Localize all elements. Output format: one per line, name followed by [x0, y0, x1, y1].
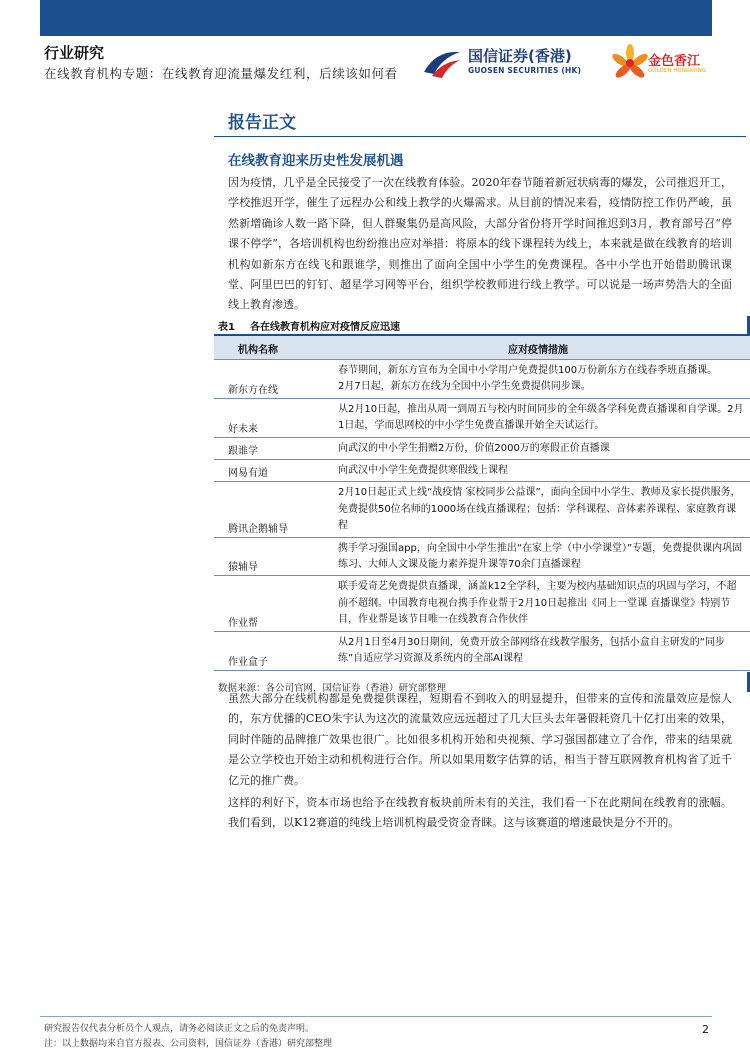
table-cell-measures [338, 438, 750, 459]
section-title: 报告正文 [228, 113, 296, 133]
table-header-measures: 应对疫情措施 [508, 345, 568, 356]
table-caption-number: 表1 [218, 322, 235, 333]
table-row [214, 360, 750, 399]
table-row [214, 632, 750, 671]
table-row [214, 576, 750, 631]
table-cell-measures [338, 576, 750, 630]
footer-divider [40, 1016, 712, 1017]
subsection-title: 在线教育迎来历史性发展机遇 [228, 153, 404, 169]
table-cell-org-name: 作业帮 [228, 617, 258, 629]
footer-note: 注：以上数据均来自官方报表、公司资料，国信证券（香港）研究部整理 [44, 1039, 333, 1049]
section-divider [214, 136, 746, 137]
table-cell-org-name: 跟谁学 [228, 446, 258, 458]
table-cell-measures [338, 482, 750, 536]
table-row [214, 482, 750, 537]
table-header-name: 机构名称 [238, 345, 278, 356]
table-row [214, 538, 750, 577]
table-cell-measure-line: 向武汉中小学生免费提供寒假线上课程 [338, 465, 508, 477]
table-cell-measure-line: 春节期间，新东方宣布为全国中小学用户免费提供100万份新东方在线春季班直播课。 [338, 365, 718, 376]
report-category: 行业研究 [44, 44, 105, 62]
table-cell-org-name: 猿辅导 [228, 562, 258, 574]
table-cell-org-name: 新东方在线 [228, 384, 278, 396]
body-paragraph-1: 因为疫情，几乎是全民接受了一次在线教育体验。2020年春节随着新冠状病毒的爆发，公司推迟开工，学校推迟开学，催生了远程办公和线上教学的火爆需求。从目前的情况来看，疫情防控工作仍严峻，虽然新增确诊人数一路下降，但人群聚集仍是高风险，大部分省份将开学时间推迟到3月，教育部号召“停课不停学”，各培训机构也纷纷推出应对举措：将原本的线下课程转为线上，本来就是做在线教育的培训机构如新东方在线飞和跟谁学，则推出了面向全国中小学生的免费课程。各中小学也开始借助腾讯课堂、阿里巴巴的钉钉、超星学习网等平台，组织学校教师进行线上教学。可以说是一场声势浩大的全面线上教育渗透。 [228, 176, 732, 312]
table-body [214, 360, 750, 671]
golden-hongkong-logo-en: GOLDEN HONGKONG [648, 68, 707, 74]
table-cell-measures [338, 399, 750, 437]
table-row [214, 399, 750, 438]
guosen-logo-cn: 国信证券(香港) [468, 47, 572, 65]
table-cell-measure-line: 2月10日起正式上线“战疫情 家校同步公益课”，面向全国中小学生、教师及家长提供服务，免费提供50位名师的1000场在线直播课程；包括：学科课程、音体素养课程、家庭教育课程 [338, 487, 741, 532]
page-number: 2 [702, 1023, 709, 1036]
table-cell-measures [338, 538, 750, 576]
table-cell-measure-line: 联手爱奇艺免费提供直播课，涵盖k12全学科，主要为校内基础知识点的巩固与学习，不超前不超纲。中国教育电视台携手作业帮于2月10日起推出《同上一堂课 直播课堂》特别节目，作业帮是该节目唯一在线教育合作伙伴 [338, 581, 737, 626]
table-caption [218, 318, 400, 333]
table-cell-measures [338, 360, 750, 398]
table-row [214, 460, 750, 482]
golden-hongkong-logo-cn: 金色香江 [648, 54, 701, 69]
table-caption-text: 各在线教育机构应对疫情反应迅速 [250, 322, 400, 333]
table-cell-measure-line: 向武汉的中小学生捐赠2万份，价值2000万的寒假正价直播课 [338, 442, 610, 454]
table-header [214, 336, 750, 360]
table-cell-measure-line: 携手学习强国app，向全国中小学生推出“在家上学（中小学课堂）”专题，免费提供课内巩固练习、大师人文课及能力素养提升课等70余门直播课程 [338, 542, 743, 571]
table-row [214, 438, 750, 460]
table-source: 数据来源：各公司官网，国信证券（香港）研究部整理 [218, 683, 447, 694]
table-cell-measure-line: 2月7日起，新东方在线为全国中小学生免费提供同步课。 [338, 381, 591, 393]
footer-disclaimer: 研究报告仅代表分析员个人观点，请务必阅读正文之后的免责声明。 [44, 1024, 315, 1034]
table-cell-org-name: 好未来 [228, 423, 258, 435]
golden-hongkong-logo-icon [610, 42, 650, 82]
guosen-logo [422, 44, 602, 82]
table-cell-measures [338, 460, 750, 481]
guosen-logo-icon [422, 46, 462, 80]
guosen-logo-en: GUOSEN SECURITIES (HK) [468, 66, 582, 75]
table-cell-measures [338, 632, 750, 670]
header-color-bar [40, 0, 712, 36]
table-cell-org-name: 网易有道 [228, 468, 268, 480]
body-paragraph-3: 这样的利好下，资本市场也给予在线教育板块前所未有的关注，我们看一下在此期间在线教育的涨幅。我们看到，以K12赛道的纯线上培训机构最受资金青睐。这与该赛道的增速最快是分不开的。 [228, 796, 732, 830]
golden-hongkong-logo [610, 42, 710, 84]
table-cell-org-name: 作业盒子 [228, 656, 268, 668]
table-cell-measure-line: 从2月10日起，推出从周一到周五与校内时间同步的全年级各学科免费直播课和自学课。2月1日起，学而思网校的中小学生免费直播课开始全天试运行。 [338, 403, 744, 432]
report-subtitle: 在线教育机构专题：在线教育迎流量爆发红利，后续该如何看 [44, 66, 398, 81]
table-cell-measure-line: 从2月1日至4月30日期间，免费开放全部网络在线教学服务，包括小盒自主研发的“同步练”自适应学习资源及系统内的全部AI课程 [338, 636, 725, 665]
body-paragraph-2: 虽然大部分在线机构都是免费提供课程，短期看不到收入的明显提升，但带来的宣传和流量效应是惊人的，东方优播的CEO朱宇认为这次的流量效应远远超过了几大巨头去年暑假耗资几十亿打出来的效果，同时伴随的品牌推广效果也很广。比如很多机构开始和央视频、学习强国都建立了合作，带来的结果就是公立学校也开始主动和机构进行合作。所以如果用数字估算的话，相当于替互联网教育机构省了近千亿元的推广费。 [228, 692, 732, 787]
table-cell-org-name: 腾讯企鹅辅导 [228, 523, 288, 535]
